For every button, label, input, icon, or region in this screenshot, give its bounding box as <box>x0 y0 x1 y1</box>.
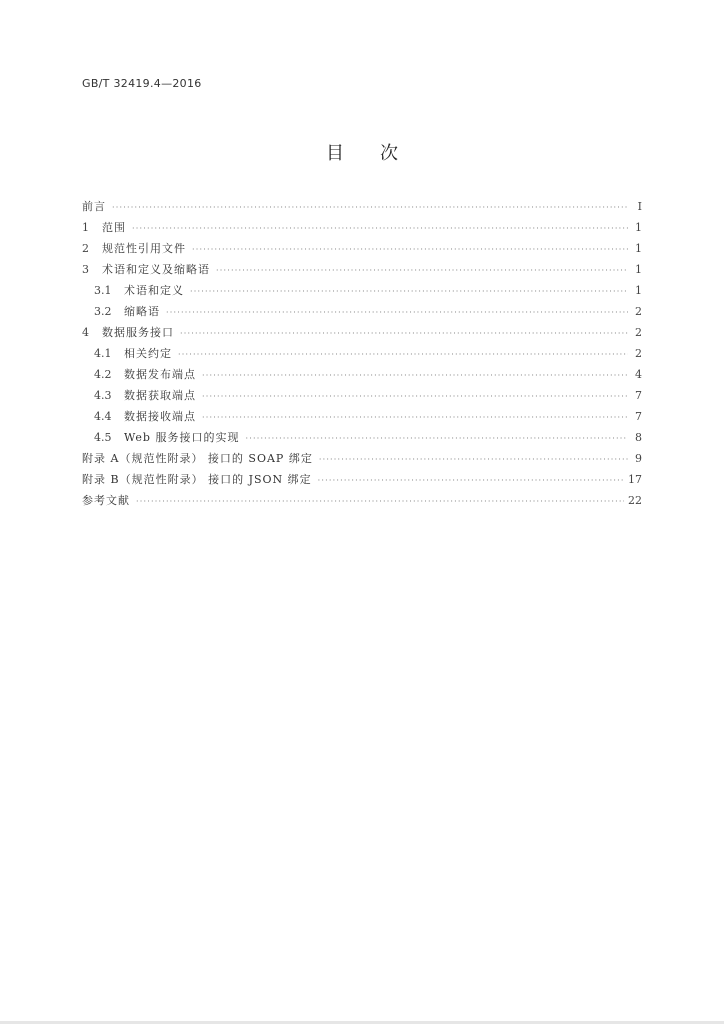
leader-dots <box>216 266 628 275</box>
toc-entry-page: 2 <box>635 347 642 360</box>
toc-entry-number: 1 <box>82 221 89 234</box>
toc-entry-page: 1 <box>635 263 642 276</box>
toc-entry-number: 4 <box>82 326 89 339</box>
leader-dots <box>202 371 628 380</box>
leader-dots <box>318 476 624 485</box>
toc-entry-4-4[interactable] <box>82 408 642 429</box>
leader-dots <box>178 350 628 359</box>
leader-dots <box>319 455 628 464</box>
toc-entry-number: 3.2 <box>94 305 112 318</box>
leader-dots <box>245 434 628 443</box>
toc-title <box>0 139 724 165</box>
leader-dots <box>112 203 628 212</box>
toc-entry-page: 17 <box>628 473 642 486</box>
toc-entry-4-2[interactable] <box>82 366 642 387</box>
toc-entry-label: 规范性引用文件 <box>102 242 186 255</box>
toc-entry-label: 相关约定 <box>124 347 172 360</box>
toc-entry-page: 22 <box>628 494 642 507</box>
toc-entry-4-5[interactable] <box>82 429 642 450</box>
toc-entry-page: 1 <box>635 284 642 297</box>
toc-entry-page: 8 <box>635 431 642 444</box>
toc-entry-label: 数据发布端点 <box>124 368 196 381</box>
toc-entry-page: 1 <box>635 221 642 234</box>
leader-dots <box>190 287 628 296</box>
toc-entry-label: Web 服务接口的实现 <box>124 431 240 444</box>
toc-entry-4-3[interactable] <box>82 387 642 408</box>
toc-entry-3-2[interactable] <box>82 303 642 324</box>
leader-dots <box>180 329 628 338</box>
toc-entry-foreword[interactable] <box>82 198 642 219</box>
standard-number: GB/T 32419.4—2016 <box>82 77 202 90</box>
toc-entry-label: 范围 <box>102 221 126 234</box>
toc-entry-1[interactable] <box>82 219 642 240</box>
toc-entry-page: 1 <box>635 242 642 255</box>
toc-entry-number: 3.1 <box>94 284 112 297</box>
toc-title-char-1: 目 <box>326 143 344 164</box>
toc-entry-label: 缩略语 <box>124 305 160 318</box>
toc-entry-page: 7 <box>635 410 642 423</box>
toc-entry-label: 附录 A（规范性附录） 接口的 SOAP 绑定 <box>82 452 313 465</box>
toc-entry-label: 附录 B（规范性附录） 接口的 JSON 绑定 <box>82 473 312 486</box>
toc-entry-3-1[interactable] <box>82 282 642 303</box>
toc-entry-2[interactable] <box>82 240 642 261</box>
toc-entry-page: Ⅰ <box>637 200 642 213</box>
toc-entry-3[interactable] <box>82 261 642 282</box>
leader-dots <box>166 308 628 317</box>
toc-entry-label: 数据获取端点 <box>124 389 196 402</box>
toc-entry-label: 术语和定义 <box>124 284 184 297</box>
toc-entry-label: 数据服务接口 <box>102 326 174 339</box>
toc-entry-label: 前言 <box>82 200 106 213</box>
toc-entry-number: 4.4 <box>94 410 112 423</box>
toc-entry-page: 9 <box>635 452 642 465</box>
leader-dots <box>136 497 624 506</box>
leader-dots <box>132 224 628 233</box>
toc-entry-number: 4.1 <box>94 347 112 360</box>
toc-entry-page: 7 <box>635 389 642 402</box>
toc-entry-number: 4.2 <box>94 368 112 381</box>
toc-entry-number: 2 <box>82 242 89 255</box>
toc-entry-page: 4 <box>635 368 642 381</box>
toc-entry-number: 4.5 <box>94 431 112 444</box>
leader-dots <box>192 245 628 254</box>
toc-entry-label: 数据接收端点 <box>124 410 196 423</box>
leader-dots <box>202 392 628 401</box>
toc-entry-label: 参考文献 <box>82 494 130 507</box>
table-of-contents <box>82 198 642 513</box>
toc-entry-number: 3 <box>82 263 89 276</box>
toc-entry-4-1[interactable] <box>82 345 642 366</box>
toc-entry-4[interactable] <box>82 324 642 345</box>
toc-entry-page: 2 <box>635 326 642 339</box>
toc-entry-appendix-a[interactable] <box>82 450 642 471</box>
toc-entry-references[interactable] <box>82 492 642 513</box>
toc-entry-page: 2 <box>635 305 642 318</box>
toc-title-char-2: 次 <box>380 143 398 164</box>
toc-entry-number: 4.3 <box>94 389 112 402</box>
toc-entry-label: 术语和定义及缩略语 <box>102 263 210 276</box>
leader-dots <box>202 413 628 422</box>
toc-entry-appendix-b[interactable] <box>82 471 642 492</box>
